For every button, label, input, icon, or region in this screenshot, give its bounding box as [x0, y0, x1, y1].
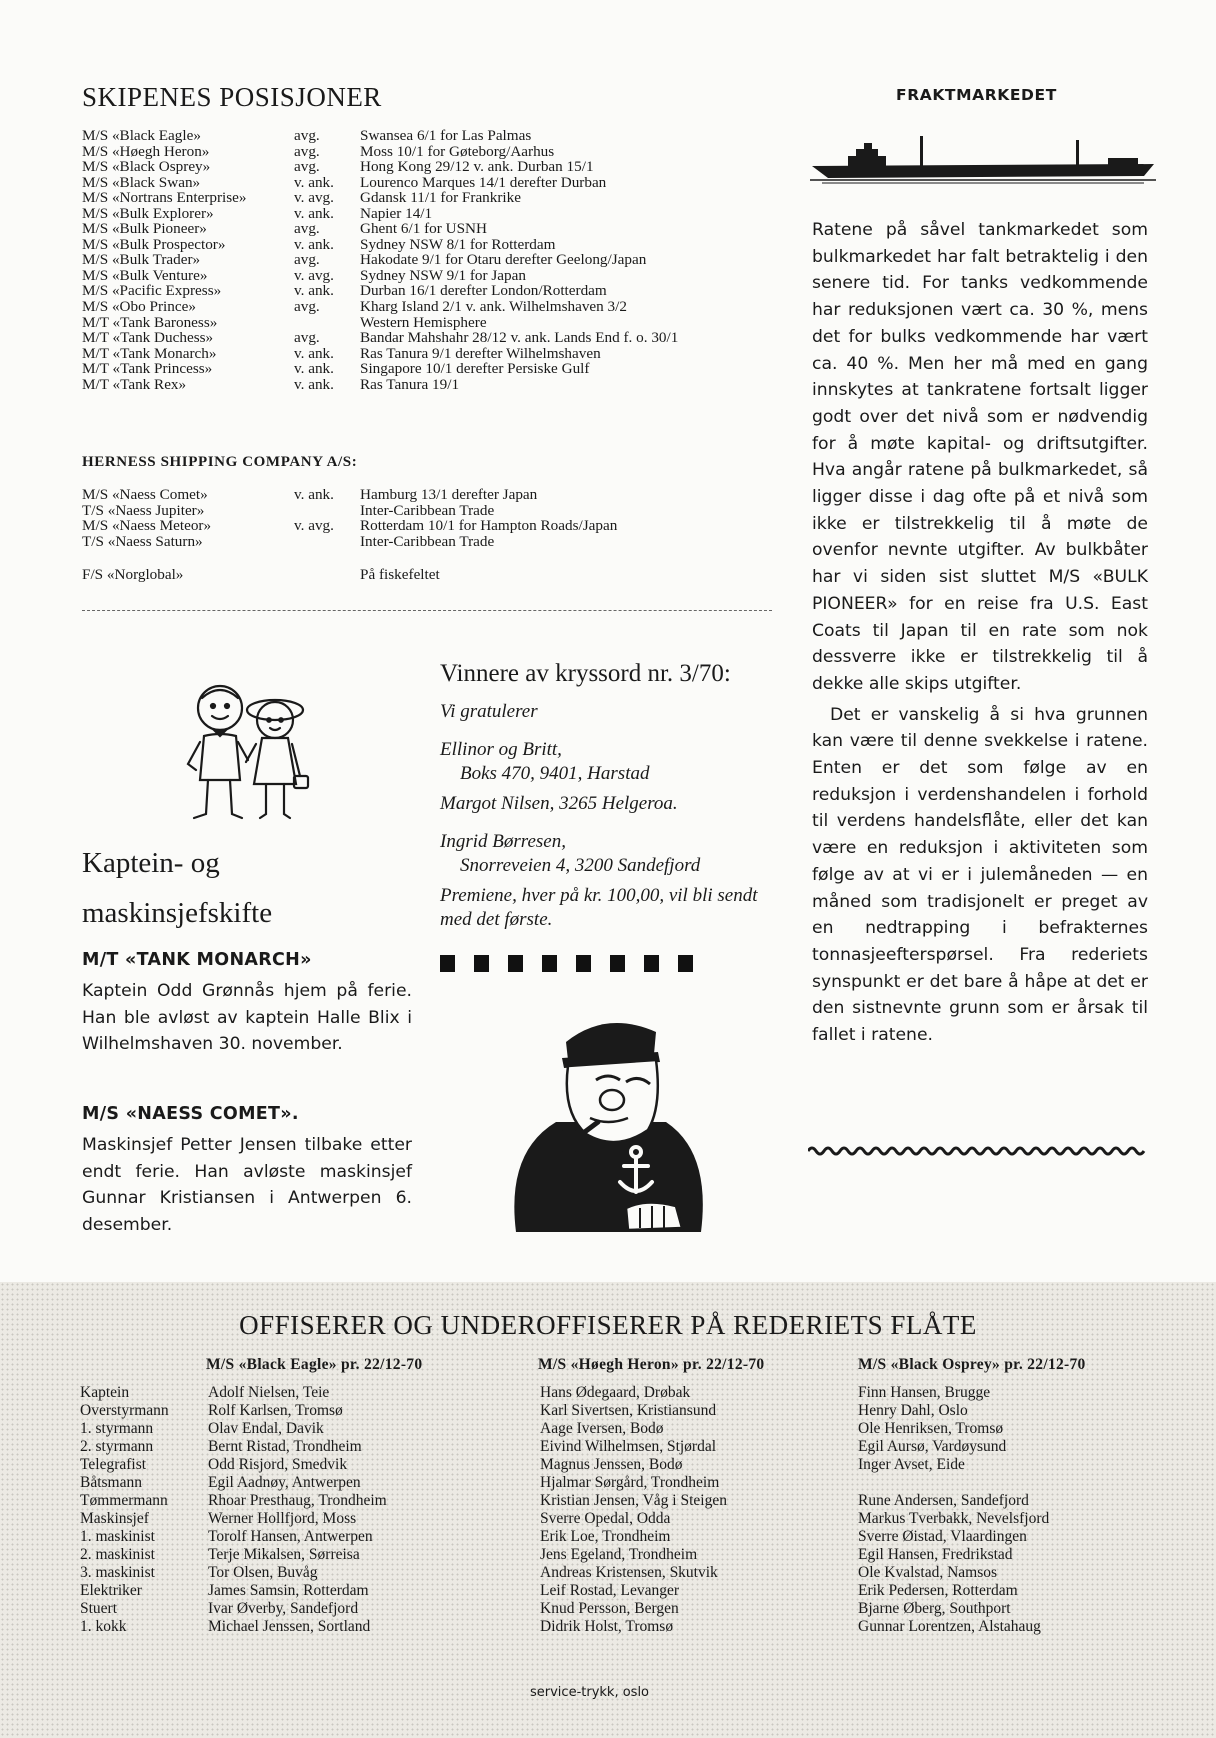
ship-position-row: [82, 283, 812, 299]
ship-name: F/S «Norglobal»: [82, 566, 184, 583]
ship-name: M/T «Tank Duchess»: [82, 329, 214, 347]
ship-position-row: [82, 503, 812, 519]
hoegh-heron-crew-column: [540, 1384, 727, 1636]
officer-role: Elektriker: [80, 1582, 142, 1599]
ship-status: avg.: [294, 298, 320, 316]
crew-member: Egil Aadnøy, Antwerpen: [208, 1474, 361, 1491]
officer-role: 2. styrmann: [80, 1438, 154, 1455]
officer-role: 1. kokk: [80, 1618, 127, 1635]
square-mark: [440, 955, 455, 972]
crew-member: Rhoar Presthaug, Trondheim: [208, 1492, 387, 1509]
officer-role: Tømmermann: [80, 1492, 168, 1509]
ship-name: M/T «Tank Rex»: [82, 375, 187, 393]
ship-position-row: [82, 159, 812, 175]
ship-route: Hamburg 13/1 derefter Japan: [360, 486, 538, 503]
wavy-divider: [808, 1143, 1148, 1159]
crew-member: Werner Hollfjord, Moss: [208, 1510, 357, 1527]
crew-member: Ole Kvalstad, Namsos: [858, 1564, 998, 1581]
ship-position-row: [82, 221, 812, 237]
ship-name: M/S «Bulk Prospector»: [82, 235, 226, 253]
ship-status: v. ank.: [294, 360, 334, 378]
crew-member: Tor Olsen, Buvåg: [208, 1564, 318, 1581]
naess-comet-text: Maskinsjef Petter Jensen tilbake etter endt ferie. Han avløste maskinsjef Gunnar Kristiansen i Antwerpen 6. desember.: [82, 1135, 412, 1236]
kryssord-winner-1-address: Boks 470, 9401, Harstad: [460, 763, 650, 784]
ship-position-row: [82, 299, 812, 315]
ship-status: v. avg.: [294, 517, 334, 535]
ship-position-row: [82, 315, 812, 331]
ship-name: M/S «Naess Comet»: [82, 486, 208, 503]
ship-status: avg.: [294, 158, 320, 176]
crew-member: Finn Hansen, Brugge: [858, 1384, 991, 1401]
ship-position-row: [82, 534, 812, 550]
crew-member: Egil Hansen, Fredrikstad: [858, 1546, 1013, 1563]
crew-member: Sverre Opedal, Odda: [540, 1510, 671, 1527]
officer-role: 2. maskinist: [80, 1546, 155, 1563]
ship-route: Swansea 6/1 for Las Palmas: [360, 127, 532, 144]
square-divider: [440, 955, 693, 972]
ship-route: På fiskefeltet: [360, 566, 440, 583]
officers-title: OFFISERER OG UNDEROFFISERER PÅ REDERIETS FLÅTE: [239, 1310, 977, 1340]
extra-positions-list: [82, 567, 812, 583]
ship-status: [294, 567, 360, 583]
crew-member: Jens Egeland, Trondheim: [540, 1546, 698, 1563]
crew-member: Kristian Jensen, Våg i Steigen: [540, 1492, 727, 1509]
ship-status: v. ank.: [294, 204, 334, 222]
ship-route: Singapore 10/1 derefter Persiske Gulf: [360, 360, 590, 378]
ship-route: Durban 16/1 derefter London/Rotterdam: [360, 282, 607, 300]
printer-credit: service-trykk, oslo: [530, 1685, 650, 1700]
ship-status: avg.: [294, 251, 320, 269]
crew-member: Rolf Karlsen, Tromsø: [208, 1402, 343, 1419]
square-mark: [610, 955, 625, 972]
ship-position-row: [82, 567, 812, 583]
ship-heading-hoegh-heron: M/S «Høegh Heron» pr. 22/12-70: [538, 1356, 765, 1373]
tank-monarch-text: Kaptein Odd Grønnås hjem på ferie. Han ble avløst av kaptein Halle Blix i Wilhelmshaven 30. november.: [82, 981, 412, 1055]
officer-role: Stuert: [80, 1600, 118, 1617]
ship-route: Sydney NSW 9/1 for Japan: [360, 266, 526, 284]
kapteinskifte-title-line-1: Kaptein- og: [82, 847, 220, 879]
ship-route: Sydney NSW 8/1 for Rotterdam: [360, 235, 556, 253]
fraktmarkedet-paragraph-2: Det er vanskelig å si hva grunnen kan være til denne svekkelse i ratene. Enten er det som følge av en reduksjon i verdenshandelen i forhold til verdens handelsflåte, eller det kan være en reduksjon i aktiviteten som følge av at vi er i julemåneden — en måned som tradisjonelt er preget av en nedtrapping i befrakternes tonnasjeefterspørsel. Fra rederiets synspunkt er det bare å håpe at det er den sistnevnte grunn som er årsak til fallet i ratene.: [812, 704, 1148, 1046]
crew-member: Egil Aursø, Vardøysund: [858, 1438, 1007, 1455]
officer-role: 1. maskinist: [80, 1528, 155, 1545]
crew-member: Eivind Wilhelmsen, Stjørdal: [540, 1438, 717, 1455]
ship-status: v. ank.: [294, 235, 334, 253]
ship-status: avg.: [294, 329, 320, 347]
square-mark: [474, 955, 489, 972]
ship-position-row: [82, 252, 812, 268]
ship-name: M/S «Bulk Pioneer»: [82, 220, 207, 238]
crew-member: Andreas Kristensen, Skutvik: [540, 1564, 718, 1581]
ship-position-row: [82, 346, 812, 362]
ship-route: Gdansk 11/1 for Frankrike: [360, 189, 521, 207]
crew-member: Torolf Hansen, Antwerpen: [208, 1528, 373, 1545]
ship-name: M/S «Nortrans Enterprise»: [82, 189, 247, 207]
kryssord-winner-2: Margot Nilsen, 3265 Helgeroa.: [440, 793, 678, 814]
couple-cartoon-illustration: [180, 680, 320, 830]
sailor-cartoon-illustration: [486, 1002, 726, 1242]
ship-status: v. avg.: [294, 189, 334, 207]
crew-member: Adolf Nielsen, Teie: [208, 1384, 330, 1401]
crew-member: Magnus Jenssen, Bodø: [540, 1456, 683, 1473]
crew-member: Knud Persson, Bergen: [540, 1600, 679, 1617]
ship-status: v. ank.: [294, 282, 334, 300]
ship-route: Hakodate 9/1 for Otaru derefter Geelong/Japan: [360, 251, 647, 269]
crew-member: Markus Tverbakk, Nevelsfjord: [858, 1510, 1050, 1527]
ship-status: v. ank.: [294, 486, 334, 503]
ship-name: M/S «Naess Meteor»: [82, 517, 212, 535]
crew-member: Didrik Holst, Tromsø: [540, 1618, 674, 1635]
kryssord-winner-3-name: Ingrid Børresen,: [440, 831, 566, 852]
ship-name: M/T «Tank Baroness»: [82, 313, 218, 331]
ship-position-row: [82, 144, 812, 160]
ship-route: Western Hemisphere: [360, 313, 487, 331]
ship-route: Moss 10/1 for Gøteborg/Aarhus: [360, 142, 555, 160]
ship-route: Napier 14/1: [360, 204, 433, 222]
ship-name: M/S «Bulk Venture»: [82, 266, 208, 284]
kapteinskifte-title-line-2: maskinsjefskifte: [82, 897, 273, 929]
ship-heading-black-eagle: M/S «Black Eagle» pr. 22/12-70: [206, 1356, 423, 1373]
ship-position-row: [82, 268, 812, 284]
kryssord-winner-1-name: Ellinor og Britt,: [440, 739, 562, 760]
square-mark: [508, 955, 523, 972]
tank-monarch-heading: M/T «TANK MONARCH»: [82, 950, 312, 970]
positions-title: SKIPENES POSISJONER: [82, 82, 382, 112]
black-osprey-crew-column: [858, 1384, 1049, 1636]
ship-route: Inter-Caribbean Trade: [360, 532, 495, 550]
ship-route: Inter-Caribbean Trade: [360, 501, 495, 519]
square-mark: [678, 955, 693, 972]
kryssord-congrats: Vi gratulerer: [440, 701, 538, 722]
ship-status: [294, 503, 360, 519]
officer-role: Overstyrmann: [80, 1402, 169, 1419]
officer-role: Maskinsjef: [80, 1510, 149, 1527]
crew-member: Inger Avset, Eide: [858, 1456, 965, 1473]
kryssord-prize-note: Premiene, hver på kr. 100,00, vil bli sendt med det første.: [440, 885, 758, 930]
ship-name: M/S «Bulk Trader»: [82, 251, 201, 269]
ship-name: M/S «Bulk Explorer»: [82, 204, 214, 222]
ship-route: Rotterdam 10/1 for Hampton Roads/Japan: [360, 517, 618, 535]
ship-status: v. ank.: [294, 173, 334, 191]
tanker-ship-illustration: [808, 132, 1158, 184]
ship-route: Ras Tanura 19/1: [360, 375, 460, 393]
officer-role: 1. styrmann: [80, 1420, 154, 1437]
crew-member: Erik Loe, Trondheim: [540, 1528, 671, 1545]
naess-positions-list: [82, 487, 812, 549]
crew-member: Ivar Øverby, Sandefjord: [208, 1600, 359, 1617]
ship-status: avg.: [294, 220, 320, 238]
ship-name: M/S «Black Eagle»: [82, 127, 201, 144]
ship-name: T/S «Naess Saturn»: [82, 532, 203, 550]
ship-position-row: [82, 487, 812, 503]
ship-position-row: [82, 518, 812, 534]
ship-route: Lourenco Marques 14/1 derefter Durban: [360, 173, 607, 191]
crew-member: Sverre Øistad, Vlaardingen: [858, 1528, 1027, 1545]
crew-member: Hans Ødegaard, Drøbak: [540, 1384, 691, 1401]
ship-route: Hong Kong 29/12 v. ank. Durban 15/1: [360, 158, 594, 176]
crew-member: Hjalmar Sørgård, Trondheim: [540, 1474, 720, 1491]
ship-status: avg.: [294, 127, 320, 144]
ship-name: M/S «Pacific Express»: [82, 282, 222, 300]
ship-positions-list: [82, 128, 812, 392]
ship-position-row: [82, 175, 812, 191]
ship-status: [294, 534, 360, 550]
crew-member: Gunnar Lorentzen, Alstahaug: [858, 1618, 1041, 1635]
officer-roles-column: [80, 1384, 169, 1636]
crew-member: Henry Dahl, Oslo: [858, 1402, 968, 1419]
square-mark: [644, 955, 659, 972]
square-mark: [542, 955, 557, 972]
officer-role: 3. maskinist: [80, 1564, 155, 1581]
ship-status: v. avg.: [294, 266, 334, 284]
crew-member: Ole Henriksen, Tromsø: [858, 1420, 1004, 1437]
ship-position-row: [82, 361, 812, 377]
ship-position-row: [82, 330, 812, 346]
naess-comet-heading: M/S «NAESS COMET».: [82, 1104, 299, 1124]
ship-position-row: [82, 206, 812, 222]
ship-name: M/S «Obo Prince»: [82, 298, 196, 316]
ship-status: [294, 315, 360, 331]
crew-member: Leif Rostad, Levanger: [540, 1582, 680, 1599]
ship-position-row: [82, 128, 812, 144]
fraktmarkedet-title: FRAKTMARKEDET: [896, 86, 1057, 104]
ship-name: M/T «Tank Princess»: [82, 360, 213, 378]
kapteinskifte-title: [82, 838, 382, 938]
fraktmarkedet-paragraph-1: Ratene på såvel tankmarkedet som bulkmarkedet har falt betraktelig i den senere tid. For tanks vedkommende har reduksjonen vært ca. 30 %, mens det for bulks vedkommende har vært ca. 40 %. Men her må med en gang innskytes at tankratene fortsalt ligger godt over det nivå som er nødvendig for å møte kapital- og driftsutgifter. Hva angår ratene på bulkmarkedet, så ligger disse i dag ofte på et nivå som ikke er tilstrekkelig til å møte de ovenfor nevnte utgifter. Av bulkbåter har vi siden sist sluttet M/S «BULK PIONEER» for en reise fra U.S. East Coats til Japan til en rate som nok dessverre ikke er tilstrekkelig til å dekke alle skips utgifter.: [812, 220, 1148, 694]
ship-route: Bandar Mahshahr 28/12 v. ank. Lands End f. o. 30/1: [360, 329, 679, 347]
officer-role: Telegrafist: [80, 1456, 147, 1473]
kryssord-title: Vinnere av kryssord nr. 3/70:: [440, 660, 731, 687]
ship-name: M/S «Black Swan»: [82, 173, 201, 191]
ship-route: Ghent 6/1 for USNH: [360, 220, 487, 238]
ship-status: v. ank.: [294, 344, 334, 362]
crew-member: Olav Endal, Davik: [208, 1420, 324, 1437]
ship-name: T/S «Naess Jupiter»: [82, 501, 205, 519]
black-eagle-crew-column: [208, 1384, 387, 1636]
ship-name: M/S «Black Osprey»: [82, 158, 211, 176]
square-mark: [576, 955, 591, 972]
ship-route: Kharg Island 2/1 v. ank. Wilhelmshaven 3/2: [360, 298, 627, 316]
ship-route: Ras Tanura 9/1 derefter Wilhelmshaven: [360, 344, 601, 362]
crew-member: Bjarne Øberg, Southport: [858, 1600, 1011, 1617]
ship-name: M/S «Høegh Heron»: [82, 142, 210, 160]
crew-member: Erik Pedersen, Rotterdam: [858, 1582, 1018, 1599]
crew-member: Odd Risjord, Smedvik: [208, 1456, 348, 1473]
ship-status: avg.: [294, 142, 320, 160]
crew-member: Rune Andersen, Sandefjord: [858, 1492, 1029, 1509]
crew-member: Michael Jenssen, Sortland: [208, 1618, 371, 1635]
ship-position-row: [82, 190, 812, 206]
kryssord-winner-3-address: Snorreveien 4, 3200 Sandefjord: [460, 855, 701, 876]
crew-member: [858, 1474, 1049, 1492]
fraktmarkedet-article: [812, 217, 1148, 1049]
crew-member: Karl Sivertsen, Kristiansund: [540, 1402, 717, 1419]
crew-member: Terje Mikalsen, Sørreisa: [208, 1546, 360, 1563]
crew-member: Bernt Ristad, Trondheim: [208, 1438, 362, 1455]
ship-position-row: [82, 237, 812, 253]
section-divider: [82, 610, 772, 611]
ship-position-row: [82, 377, 812, 393]
naess-company-heading: HERNESS SHIPPING COMPANY A/S:: [82, 454, 358, 470]
crew-member: Aage Iversen, Bodø: [540, 1420, 664, 1437]
ship-status: v. ank.: [294, 375, 334, 393]
ship-heading-black-osprey: M/S «Black Osprey» pr. 22/12-70: [858, 1356, 1086, 1373]
ship-name: M/T «Tank Monarch»: [82, 344, 217, 362]
officer-role: Kaptein: [80, 1384, 130, 1401]
officer-role: Båtsmann: [80, 1474, 142, 1491]
crew-member: James Samsin, Rotterdam: [208, 1582, 369, 1599]
